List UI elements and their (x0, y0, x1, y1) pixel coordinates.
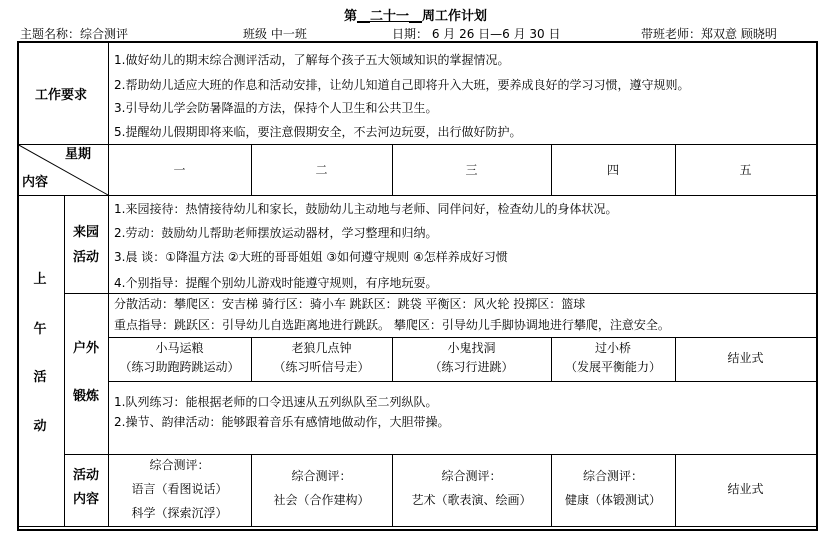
activity-tue-line: 社会（合作建构） (273, 493, 370, 507)
game-name-tue: 老狼几点钟 (291, 341, 352, 355)
game-name-mon: 小马运粮 (155, 341, 204, 355)
title-prefix: 第 (343, 9, 357, 24)
game-desc-wed: （练习行进跳） (429, 360, 514, 374)
outdoor-zones: 分散活动：攀爬区：安吉梯 骑行区：骑小车 跳跃区：跳袋 平衡区：风火轮 投掷区：篮球 (114, 297, 586, 311)
arrival-label-line2: 活动 (73, 250, 100, 265)
morning-label-char: 动 (33, 419, 47, 434)
day-header-tue: 二 (315, 163, 328, 177)
outdoor-focus: 重点指导：跳跃区：引导幼儿自选距离地进行跳跃。 攀爬区：引导幼儿手脚协调地进行攀爬，注意安全。 (114, 318, 670, 332)
page-title (0, 5, 831, 24)
day-header-fri: 五 (739, 163, 752, 177)
activity-mon-line: 综合测评： (149, 458, 210, 472)
work-requirements-label: 工作要求 (35, 88, 88, 103)
game-desc-mon: （练习助跑跨跳运动） (119, 360, 240, 374)
corner-weekday-label: 星期 (65, 147, 92, 162)
requirement-item: 1.做好幼儿的期末综合测评活动，了解每个孩子五大领域知识的掌握情况。 (114, 53, 510, 67)
activity-mon-line: 语言（看图说话） (131, 482, 228, 496)
day-header-wed: 三 (465, 163, 478, 177)
day-header-mon: 一 (173, 163, 186, 177)
requirement-item: 3.引导幼儿学会防暑降温的方法，保持个人卫生和公共卫生。 (114, 101, 438, 115)
game-name-wed: 小鬼找洞 (447, 341, 496, 355)
morning-label-char: 上 (33, 272, 47, 287)
game-name-fri: 结业式 (727, 351, 764, 365)
activity-fri-line: 结业式 (727, 482, 764, 496)
morning-label-char: 活 (33, 370, 47, 385)
morning-label-char: 午 (33, 322, 47, 337)
date-range: 日期： 6 月 26 日—6 月 30 日 (392, 27, 561, 41)
arrival-item: 1.来园接待：热情接待幼儿和家长，鼓励幼儿主动地与老师、同伴问好，检查幼儿的身体状况。 (114, 202, 618, 216)
day-header-thu: 四 (606, 163, 619, 177)
title-suffix: 周工作计划 (422, 9, 488, 24)
arrival-label-line1: 来园 (73, 225, 100, 240)
theme-name: 主题名称：综合测评 (20, 27, 129, 41)
teacher-names: 带班老师：郑双意 顾晓明 (641, 27, 777, 41)
activity-wed-line: 综合测评： (441, 469, 502, 483)
activity-thu-line: 健康（体锻测试） (564, 493, 661, 507)
drill-item: 1.队列练习：能根据老师的口令迅速从五列纵队至二列纵队。 (114, 395, 438, 409)
outdoor-label-line1: 户外 (73, 341, 100, 356)
activity-tue-line: 综合测评： (291, 469, 352, 483)
game-desc-tue: （练习听信号走） (273, 360, 370, 374)
activity-mon-line: 科学（探索沉浮） (131, 506, 228, 520)
activity-label-line1: 活动 (73, 468, 100, 483)
arrival-item: 2.劳动：鼓励幼儿帮助老师摆放运动器材，学习整理和归纳。 (114, 226, 438, 240)
outdoor-label-line2: 锻炼 (73, 389, 100, 404)
arrival-item: 4.个别指导：提醒个别幼儿游戏时能遵守规则，有序地玩耍。 (114, 276, 438, 290)
activity-label-line2: 内容 (73, 492, 100, 507)
game-desc-thu: （发展平衡能力） (564, 360, 661, 374)
activity-wed-line: 艺术（歌表演、绘画） (411, 493, 532, 507)
requirement-item: 5.提醒幼儿假期即将来临，要注意假期安全，不去河边玩耍，出行做好防护。 (114, 125, 522, 139)
arrival-item: 3.晨 谈：①降温方法 ②大班的哥哥姐姐 ③如何遵守规则 ④怎样养成好习惯 (114, 250, 508, 264)
corner-content-label: 内容 (22, 175, 49, 190)
title-week: __二十一__ (356, 9, 422, 24)
activity-thu-line: 综合测评： (582, 469, 643, 483)
drill-item: 2.操节、韵律活动：能够跟着音乐有感情地做动作，大胆带操。 (114, 415, 450, 429)
game-name-thu: 过小桥 (594, 341, 631, 355)
class-name: 班级 中一班 (243, 27, 307, 41)
requirement-item: 2.帮助幼儿适应大班的作息和活动安排，让幼儿知道自己即将升入大班，要养成良好的学习习惯，遵守规则。 (114, 78, 690, 92)
